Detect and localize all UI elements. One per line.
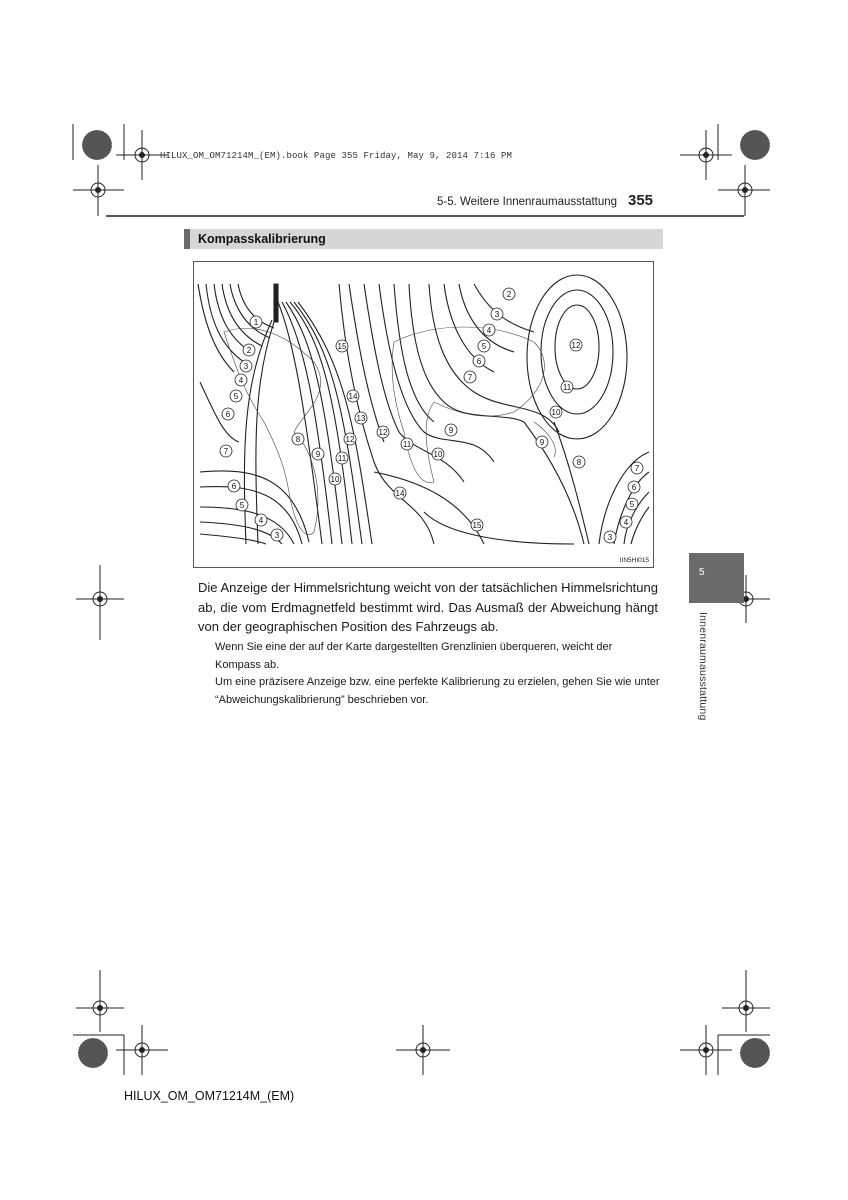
zone-marker-12b — [377, 426, 389, 438]
book-header-line: HILUX_OM_OM71214M_(EM).book Page 355 Friday, May 9, 2014 7:16 PM — [160, 151, 513, 161]
zone-marker-14 — [347, 390, 359, 402]
zone-marker-8c — [573, 456, 585, 468]
zone-marker-4d — [255, 514, 267, 526]
zone-marker-4c — [620, 516, 632, 528]
zone-marker-6d — [228, 480, 240, 492]
zone-marker-6b — [473, 355, 485, 367]
svg-text:5: 5 — [239, 501, 245, 510]
svg-text:10: 10 — [330, 475, 340, 484]
svg-text:9: 9 — [539, 438, 545, 447]
zone-marker-10b — [432, 448, 444, 460]
zone-marker-3b — [491, 308, 503, 320]
svg-text:11: 11 — [562, 383, 572, 392]
svg-text:6: 6 — [225, 410, 231, 419]
zone-marker-11 — [336, 452, 348, 464]
svg-text:6: 6 — [231, 482, 237, 491]
zone-marker-7 — [220, 445, 232, 457]
svg-text:13: 13 — [356, 414, 366, 423]
figure-code: IIN5HI015 — [619, 557, 649, 564]
svg-text:2: 2 — [506, 290, 512, 299]
zone-marker-2 — [243, 344, 255, 356]
note-calibration: Um eine präzisere Anzeige bzw. eine perfekte Kalibrierung zu erzielen, gehen Sie wie unter “Abweichungskalibrierung” beschrieben vor. — [215, 676, 660, 706]
zone-marker-10 — [329, 473, 341, 485]
svg-text:11: 11 — [337, 454, 347, 463]
zone-marker-14b — [394, 487, 406, 499]
svg-text:2: 2 — [246, 346, 252, 355]
zone-marker-15 — [336, 340, 348, 352]
zone-marker-5b — [478, 340, 490, 352]
svg-text:3: 3 — [494, 310, 500, 319]
zone-marker-9 — [312, 448, 324, 460]
svg-text:10: 10 — [433, 450, 443, 459]
zone-marker-12 — [344, 433, 356, 445]
chapter-side-label: Innenraumausstattung — [697, 612, 709, 721]
zone-marker-2b — [503, 288, 515, 300]
svg-text:5: 5 — [481, 342, 487, 351]
note-crossing-lines: Wenn Sie eine der auf der Karte dargestellten Grenzlinien überqueren, weicht der Kompass ab. — [215, 641, 613, 671]
svg-text:4: 4 — [486, 326, 492, 335]
svg-text:12: 12 — [571, 341, 581, 350]
section-heading: Kompasskalibrierung — [198, 232, 326, 246]
section-heading-box — [184, 229, 663, 249]
zone-marker-9b — [445, 424, 457, 436]
svg-text:12: 12 — [345, 435, 355, 444]
zone-marker-11c — [561, 381, 573, 393]
svg-text:6: 6 — [476, 357, 482, 366]
zone-marker-5d — [236, 499, 248, 511]
svg-text:5: 5 — [233, 392, 239, 401]
svg-text:15: 15 — [472, 521, 482, 530]
zone-marker-15b — [471, 519, 483, 531]
svg-text:3: 3 — [243, 362, 249, 371]
zone-marker-1 — [250, 316, 262, 328]
svg-text:3: 3 — [274, 531, 280, 540]
zone-marker-8 — [292, 433, 304, 445]
body-paragraph: Die Anzeige der Himmelsrichtung weicht von der tatsächlichen Himmelsrichtung ab, die vom Erdmagnetfeld bestimmt wird. Das Ausmaß der Abweichung hängt von der geographischen Position des Fahrzeugs ab. — [198, 580, 658, 634]
svg-text:4: 4 — [258, 516, 264, 525]
page-number: 355 — [628, 192, 654, 209]
svg-text:15: 15 — [337, 342, 347, 351]
svg-text:4: 4 — [238, 376, 244, 385]
svg-text:1: 1 — [253, 318, 259, 327]
svg-text:12: 12 — [378, 428, 388, 437]
zone-marker-10c — [550, 406, 562, 418]
svg-text:10: 10 — [551, 408, 561, 417]
svg-text:8: 8 — [576, 458, 582, 467]
svg-text:7: 7 — [634, 464, 640, 473]
svg-text:5: 5 — [629, 500, 635, 509]
zone-marker-12c — [570, 339, 582, 351]
zone-marker-13 — [355, 412, 367, 424]
zone-marker-9c — [536, 436, 548, 448]
svg-text:7: 7 — [467, 373, 473, 382]
zone-marker-3c — [604, 531, 616, 543]
zone-marker-11b — [401, 438, 413, 450]
zone-marker-4b — [483, 324, 495, 336]
section-title: 5-5. Weitere Innenraumausstattung — [437, 196, 618, 208]
zone-marker-6 — [222, 408, 234, 420]
svg-text:11: 11 — [402, 440, 412, 449]
svg-text:9: 9 — [448, 426, 454, 435]
zone-marker-3d — [271, 529, 283, 541]
svg-text:8: 8 — [295, 435, 301, 444]
svg-text:14: 14 — [395, 489, 405, 498]
svg-text:4: 4 — [623, 518, 629, 527]
zone-marker-7b — [464, 371, 476, 383]
svg-text:6: 6 — [631, 483, 637, 492]
world-map-isogonic-lines — [194, 262, 655, 569]
zone-marker-7c — [631, 462, 643, 474]
magnetic-zone-map-figure — [193, 261, 654, 568]
svg-text:9: 9 — [315, 450, 321, 459]
zone-marker-3 — [240, 360, 252, 372]
svg-text:7: 7 — [223, 447, 229, 456]
svg-text:14: 14 — [348, 392, 358, 401]
header-rule — [106, 215, 744, 217]
chapter-tab — [689, 553, 744, 603]
svg-text:3: 3 — [607, 533, 613, 542]
footer-doc-code: HILUX_OM_OM71214M_(EM) — [124, 1089, 295, 1103]
zone-marker-5c — [626, 498, 638, 510]
zone-marker-5 — [230, 390, 242, 402]
zone-marker-6c — [628, 481, 640, 493]
zone-marker-4 — [235, 374, 247, 386]
chapter-tab-number: 5 — [699, 567, 705, 578]
